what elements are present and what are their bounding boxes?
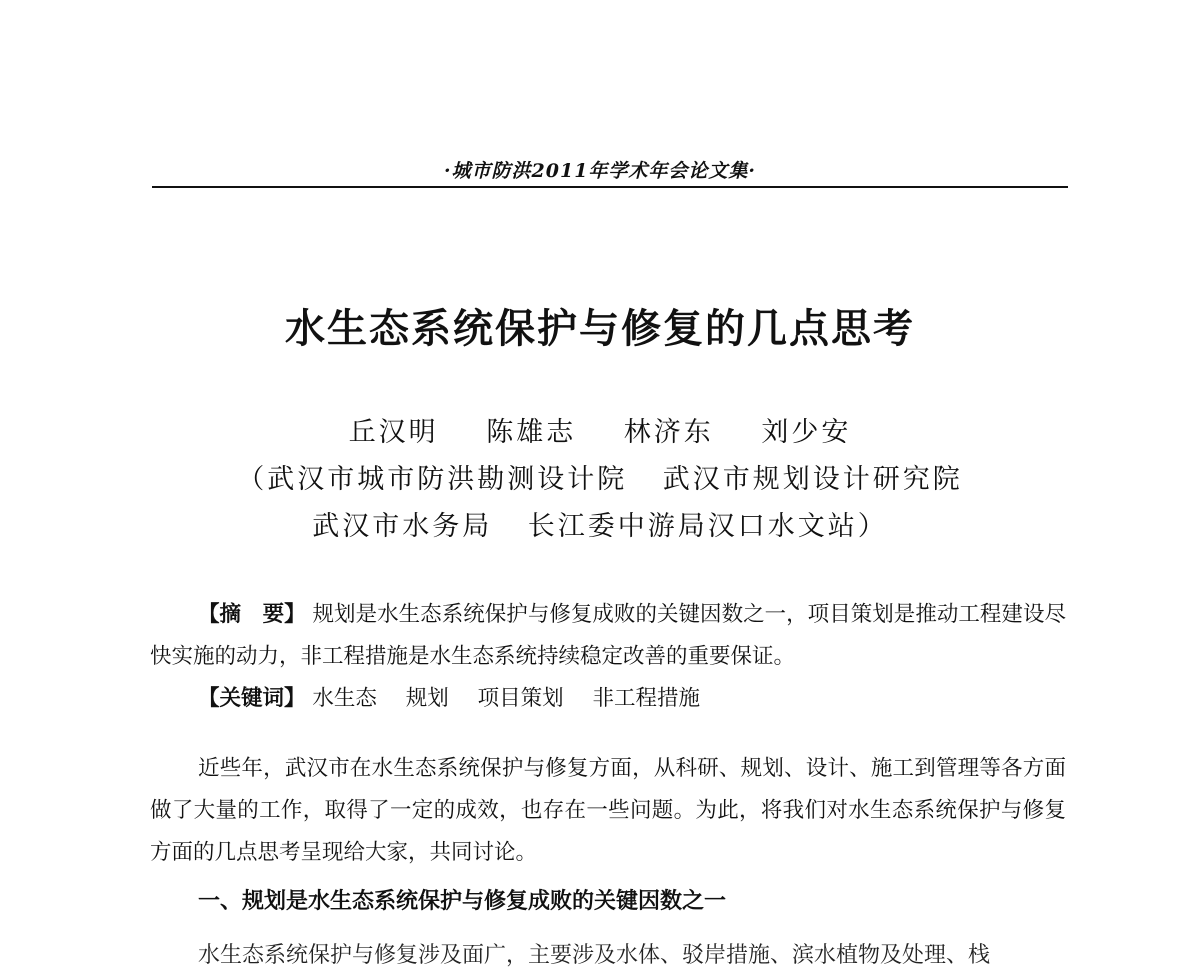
abstract-label: 【摘 要】 [198, 602, 306, 627]
body-text-cutoff: 水生态系统保护与修复涉及面广，主要涉及水体、驳岸措施、滨水植物及处理、栈 [198, 943, 991, 968]
keywords [150, 678, 1066, 720]
keyword: 规划 [405, 686, 449, 711]
author-name: 刘少安 [761, 417, 852, 448]
keyword: 非工程措施 [592, 686, 700, 711]
keyword: 水生态 [312, 686, 377, 711]
intro-paragraph: 近些年，武汉市在水生态系统保护与修复方面，从科研、规划、设计、施工到管理等各方面做了大量的工作，取得了一定的成效，也存在一些问题。为此，将我们对水生态系统保护与修复方面的几点思考呈现给大家，共同讨论。 [150, 756, 1066, 865]
keyword: 项目策划 [477, 686, 564, 711]
affiliation: 武汉市规划设计研究院 [662, 464, 963, 495]
running-header: ·城市防洪2011年学术年会论文集· [443, 160, 757, 182]
author-name: 丘汉明 [348, 417, 439, 448]
abstract-text: 规划是水生态系统保护与修复成败的关键因数之一，项目策划是推动工程建设尽快实施的动力，非工程措施是水生态系统持续稳定改善的重要保证。 [150, 602, 1066, 669]
author-name: 林济东 [623, 417, 714, 448]
affiliation: （武汉市城市防洪勘测设计院 [237, 464, 628, 495]
affiliation-line [0, 457, 1200, 496]
paper-title: 水生态系统保护与修复的几点思考 [285, 305, 915, 352]
author-name: 陈雄志 [486, 417, 577, 448]
affiliation: 武汉市水务局 [312, 511, 493, 542]
author-list [0, 410, 1200, 449]
affiliation: 长江委中游局汉口水文站） [527, 511, 888, 542]
header-rule [152, 186, 1068, 188]
abstract [150, 594, 1066, 678]
keywords-label: 【关键词】 [198, 686, 306, 711]
affiliation-line [0, 504, 1200, 543]
section-heading: 一、规划是水生态系统保护与修复成败的关键因数之一 [198, 889, 727, 914]
